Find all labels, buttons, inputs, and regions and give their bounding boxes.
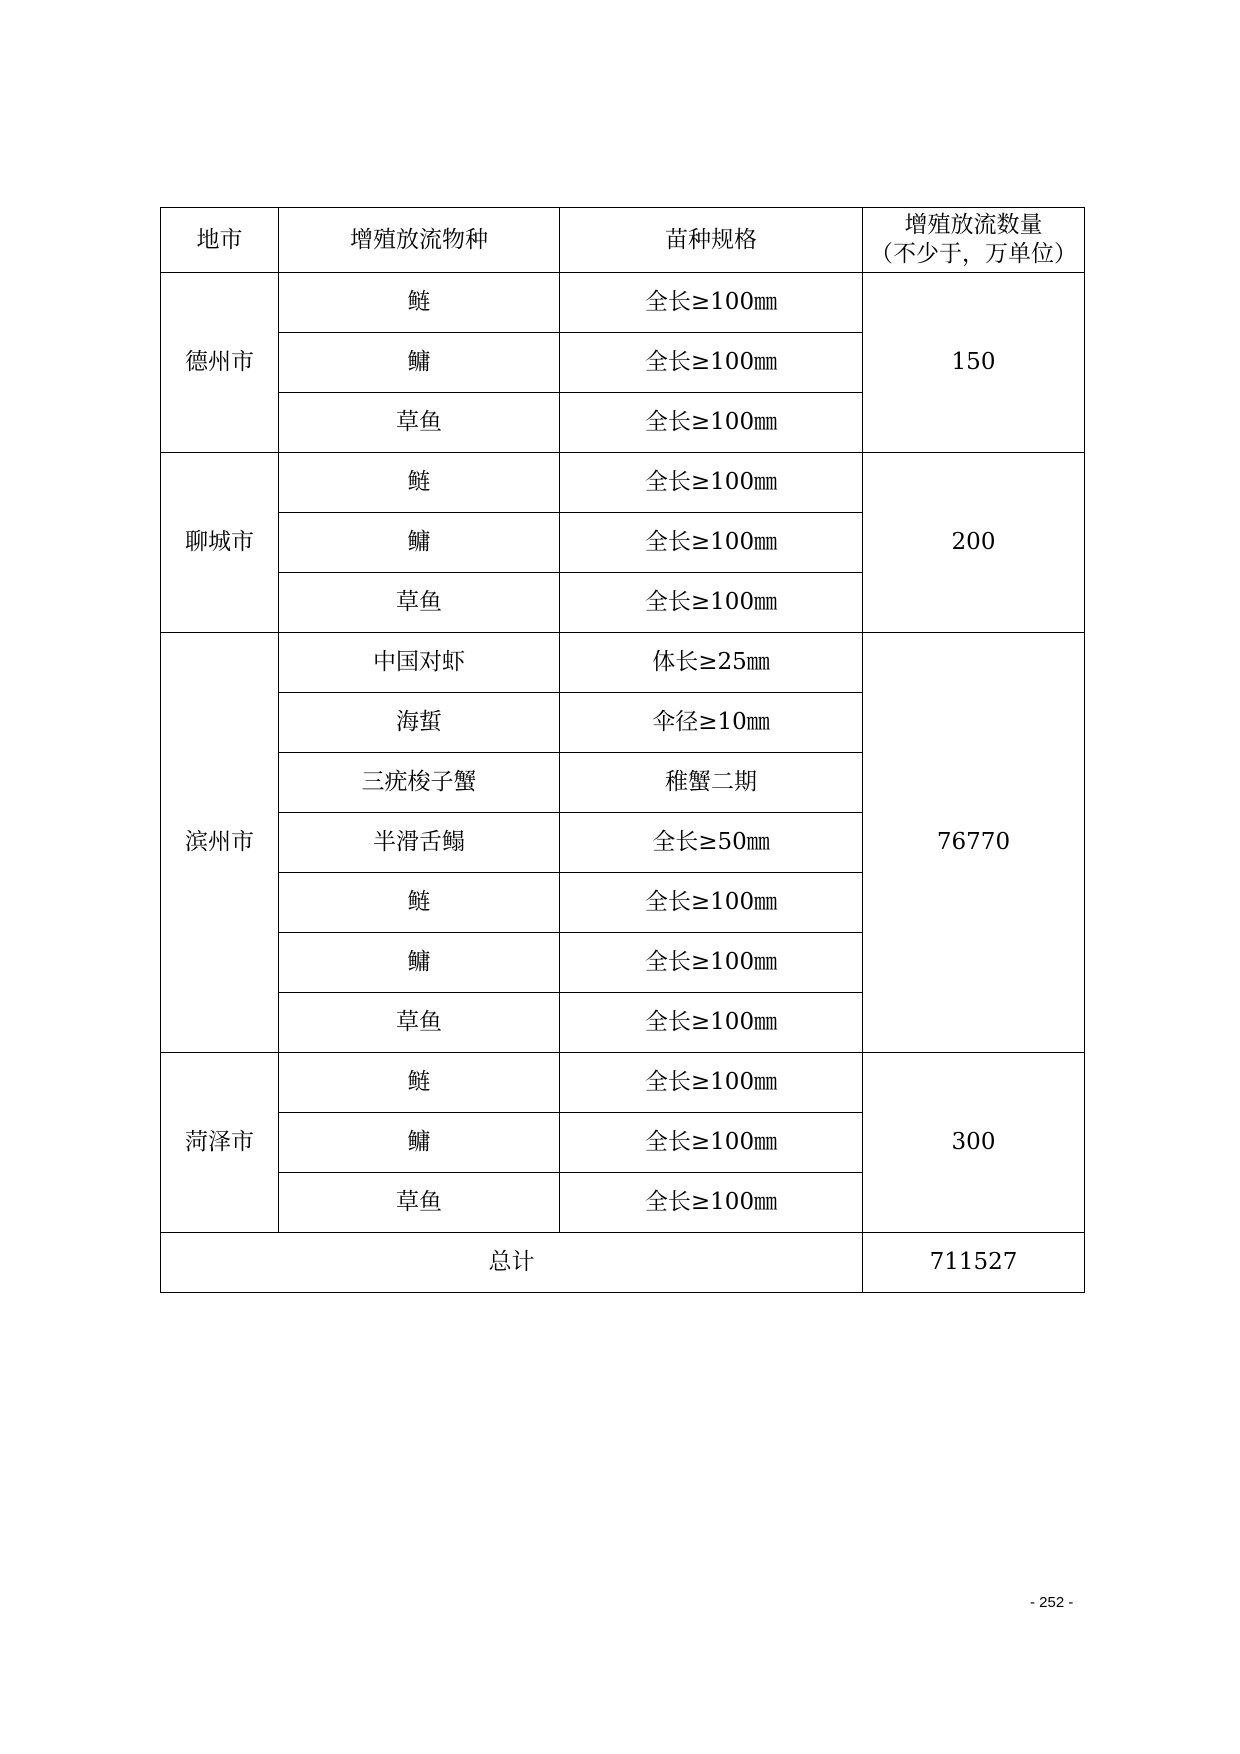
spec-cell: 全长≥100㎜ bbox=[560, 453, 863, 513]
city-cell: 菏泽市 bbox=[161, 1053, 279, 1233]
header-quantity-line1: 增殖放流数量 bbox=[904, 212, 1043, 239]
spec-cell: 全长≥100㎜ bbox=[560, 873, 863, 933]
spec-cell: 全长≥100㎜ bbox=[560, 273, 863, 333]
species-cell: 草鱼 bbox=[279, 993, 560, 1053]
species-cell: 鳙 bbox=[279, 1113, 560, 1173]
spec-cell: 全长≥100㎜ bbox=[560, 573, 863, 633]
quantity-cell: 200 bbox=[863, 453, 1085, 633]
city-cell: 滨州市 bbox=[161, 633, 279, 1053]
spec-cell: 体长≥25㎜ bbox=[560, 633, 863, 693]
species-cell: 鲢 bbox=[279, 1053, 560, 1113]
city-cell: 聊城市 bbox=[161, 453, 279, 633]
quantity-cell: 300 bbox=[863, 1053, 1085, 1233]
species-cell: 半滑舌鳎 bbox=[279, 813, 560, 873]
species-cell: 鳙 bbox=[279, 933, 560, 993]
spec-cell: 全长≥100㎜ bbox=[560, 1173, 863, 1233]
spec-cell: 全长≥100㎜ bbox=[560, 933, 863, 993]
species-cell: 鲢 bbox=[279, 273, 560, 333]
species-cell: 草鱼 bbox=[279, 393, 560, 453]
species-cell: 中国对虾 bbox=[279, 633, 560, 693]
spec-cell: 稚蟹二期 bbox=[560, 753, 863, 813]
total-value: 711527 bbox=[863, 1233, 1085, 1293]
spec-cell: 全长≥100㎜ bbox=[560, 513, 863, 573]
header-city: 地市 bbox=[161, 208, 279, 273]
table-row bbox=[161, 633, 1085, 693]
table-header-row bbox=[161, 208, 1085, 273]
species-cell: 鳙 bbox=[279, 333, 560, 393]
species-cell: 鳙 bbox=[279, 513, 560, 573]
city-cell: 德州市 bbox=[161, 273, 279, 453]
species-cell: 海蜇 bbox=[279, 693, 560, 753]
header-quantity-line2: （不少于，万单位） bbox=[870, 241, 1077, 267]
species-cell: 鲢 bbox=[279, 873, 560, 933]
spec-cell: 全长≥100㎜ bbox=[560, 1113, 863, 1173]
spec-cell: 全长≥50㎜ bbox=[560, 813, 863, 873]
table-row bbox=[161, 273, 1085, 333]
species-cell: 草鱼 bbox=[279, 573, 560, 633]
species-cell: 鲢 bbox=[279, 453, 560, 513]
spec-cell: 全长≥100㎜ bbox=[560, 393, 863, 453]
species-cell: 三疣梭子蟹 bbox=[279, 753, 560, 813]
spec-cell: 全长≥100㎜ bbox=[560, 333, 863, 393]
spec-cell: 全长≥100㎜ bbox=[560, 993, 863, 1053]
table-row bbox=[161, 453, 1085, 513]
header-quantity bbox=[863, 208, 1085, 273]
header-species: 增殖放流物种 bbox=[279, 208, 560, 273]
quantity-cell: 150 bbox=[863, 273, 1085, 453]
header-spec: 苗种规格 bbox=[560, 208, 863, 273]
spec-cell: 全长≥100㎜ bbox=[560, 1053, 863, 1113]
page-number: - 252 - bbox=[1030, 1594, 1074, 1611]
stock-release-table bbox=[160, 207, 1085, 1293]
species-cell: 草鱼 bbox=[279, 1173, 560, 1233]
table-body bbox=[161, 208, 1085, 1293]
quantity-cell: 76770 bbox=[863, 633, 1085, 1053]
total-label: 总计 bbox=[161, 1233, 863, 1293]
total-row bbox=[161, 1233, 1085, 1293]
table-row bbox=[161, 1053, 1085, 1113]
spec-cell: 伞径≥10㎜ bbox=[560, 693, 863, 753]
